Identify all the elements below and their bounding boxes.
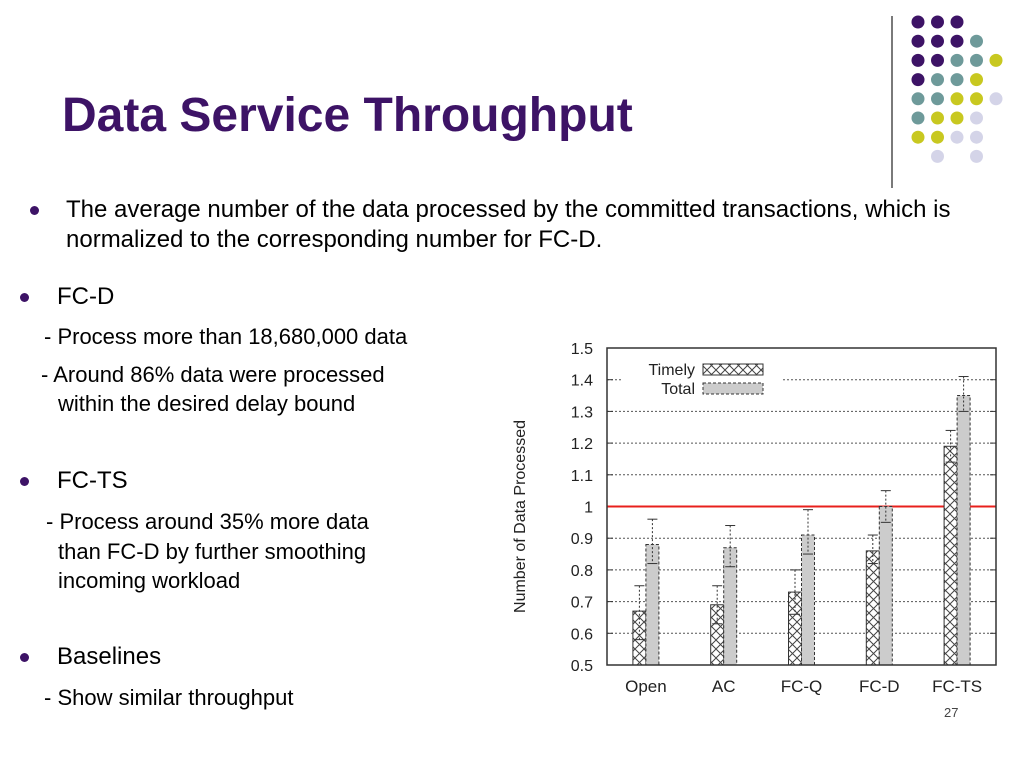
y-tick-label: 0.9	[570, 531, 593, 549]
logo-dot	[970, 131, 983, 144]
y-tick-label: 1.3	[570, 404, 593, 422]
section-line: incoming workload	[58, 568, 241, 593]
bullet-icon	[30, 206, 39, 215]
y-tick-label: 0.7	[570, 594, 593, 612]
legend-swatch	[703, 364, 763, 375]
legend-label: Total	[661, 381, 695, 398]
section-heading: FC-TS	[57, 467, 128, 494]
bar-total	[957, 396, 970, 665]
logo-dot	[970, 92, 983, 105]
y-tick-label: 1.2	[570, 436, 593, 454]
y-tick-label: 0.5	[570, 658, 593, 675]
y-tick-label: 1.1	[570, 467, 593, 485]
logo-dot	[951, 35, 964, 48]
y-tick-label: 1.5	[570, 341, 593, 358]
logo-dot	[970, 73, 983, 86]
logo-dot	[912, 35, 925, 48]
throughput-bar-chart	[500, 325, 1010, 715]
section-line: - Show similar throughput	[44, 685, 294, 710]
x-tick-label: Open	[625, 677, 667, 696]
bullet-icon	[20, 653, 29, 662]
logo-dot	[951, 54, 964, 67]
legend-bg	[623, 356, 783, 402]
logo-dot	[912, 54, 925, 67]
logo-dot	[970, 54, 983, 67]
logo-dot	[951, 131, 964, 144]
section-line: - Process more than 18,680,000 data	[44, 324, 408, 349]
section-heading: Baselines	[57, 643, 162, 670]
logo-dot	[970, 150, 983, 163]
section-line: - Process around 35% more data	[46, 509, 369, 534]
y-tick-label: 1	[584, 499, 593, 517]
page-number: 27	[944, 705, 959, 720]
intro-text: The average number of the data processed by the committed transactions, which is normalized to the corresponding number for FC-D.	[66, 196, 951, 253]
page-title: Data Service Throughput	[62, 89, 633, 142]
bullet-icon	[20, 293, 29, 302]
logo-dot	[931, 73, 944, 86]
logo-dot	[912, 112, 925, 125]
logo-dot	[931, 150, 944, 163]
bar-total	[646, 545, 659, 665]
logo-dot	[931, 131, 944, 144]
logo-dot	[931, 92, 944, 105]
logo-dot	[912, 92, 925, 105]
y-tick-label: 0.8	[570, 562, 593, 580]
bar-timely	[866, 551, 879, 665]
x-tick-label: FC-TS	[932, 677, 983, 696]
logo-dot	[931, 16, 944, 29]
logo-dot	[951, 73, 964, 86]
x-tick-label: AC	[711, 677, 736, 696]
logo-dot	[931, 35, 944, 48]
y-tick-label: 0.6	[570, 626, 593, 644]
logo-dot	[912, 16, 925, 29]
bullet-icon	[20, 477, 29, 486]
bar-total	[879, 507, 892, 666]
logo-dot	[931, 54, 944, 67]
logo-dot	[912, 131, 925, 144]
logo-dot	[912, 73, 925, 86]
logo-dot	[951, 112, 964, 125]
section-line: than FC-D by further smoothing	[58, 539, 367, 564]
logo-dot	[970, 35, 983, 48]
logo-dot	[931, 112, 944, 125]
logo-dot	[970, 112, 983, 125]
logo-dot	[951, 16, 964, 29]
bar-total	[724, 548, 737, 665]
section-line: - Around 86% data were processed	[41, 362, 385, 387]
logo-dot	[951, 92, 964, 105]
dot-grid-logo	[0, 0, 1024, 200]
logo-dot	[990, 54, 1003, 67]
x-tick-label: FC-Q	[780, 677, 823, 696]
y-axis-label: Number of Data Processed	[512, 420, 529, 613]
x-tick-label: FC-D	[858, 677, 900, 696]
logo-dot	[990, 92, 1003, 105]
section-line: within the desired delay bound	[58, 391, 356, 416]
section-heading: FC-D	[57, 283, 115, 310]
legend-swatch	[703, 383, 763, 394]
legend-label: Timely	[648, 362, 695, 379]
bar-timely	[944, 446, 957, 665]
y-tick-label: 1.4	[570, 372, 593, 390]
